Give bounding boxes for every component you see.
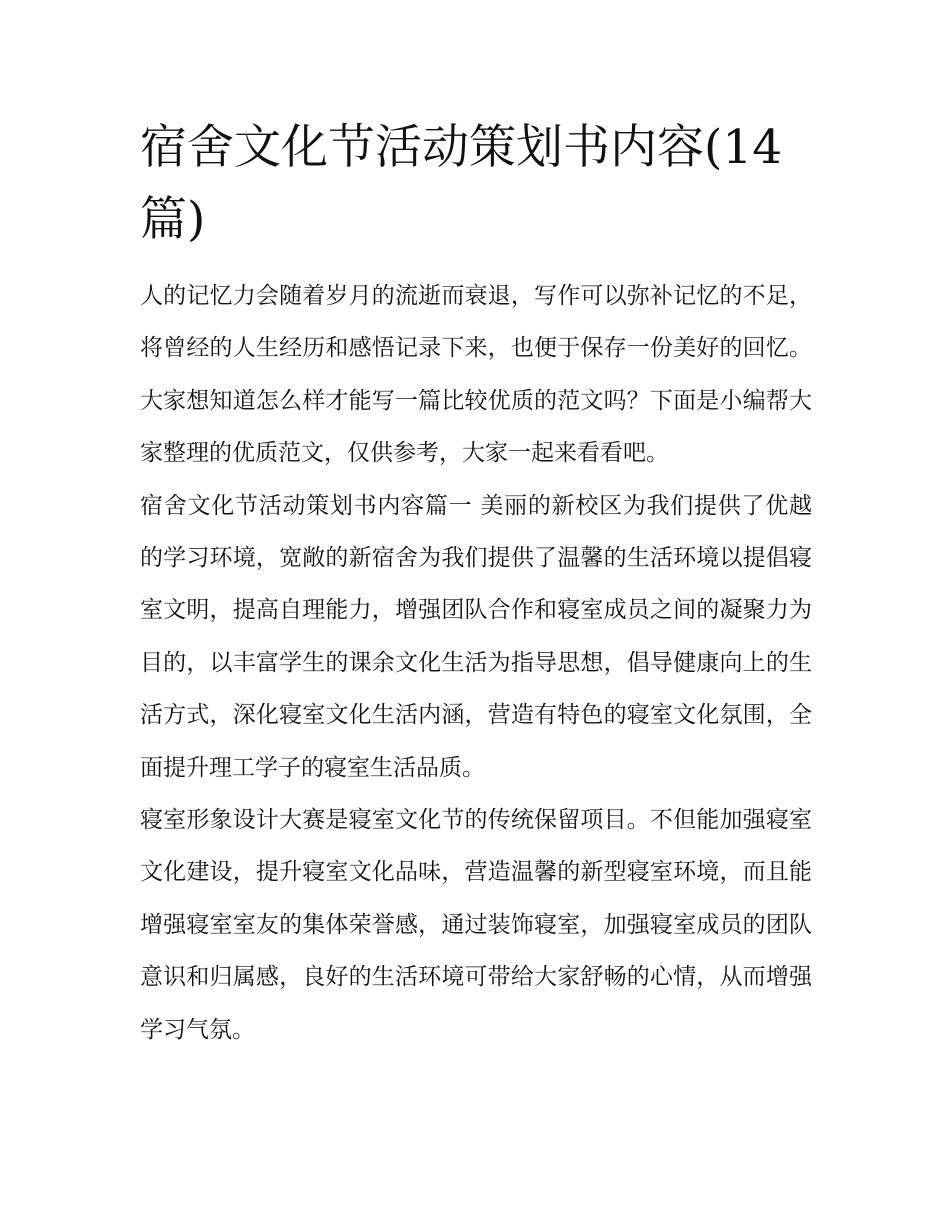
paragraph-section-one: 宿舍文化节活动策划书内容篇一 美丽的新校区为我们提供了优越的学习环境，宽敞的新宿舍为我们提供了温馨的生活环境以提倡寝室文明，提高自理能力，增强团队合作和寝室成员之间的凝聚力为目的，以丰富学生的课余文化生活为指导思想，倡导健康向上的生活方式，深化寝室文化生活内涵，营造有特色的寝室文化氛围，全面提升理工学子的寝室生活品质。: [140, 492, 812, 781]
document-title: 宿舍文化节活动策划书内容(14篇): [140, 120, 783, 247]
paragraph-design-contest: 寝室形象设计大赛是寝室文化节的传统保留项目。不但能加强寝室文化建设，提升寝室文化品味，营造温馨的新型寝室环境，而且能增强寝室室友的集体荣誉感，通过装饰寝室，加强寝室成员的团队意识和归属感，良好的生活环境可带给大家舒畅的心情，从而增强学习气氛。: [140, 807, 812, 1043]
paragraph-intro: 人的记忆力会随着岁月的流逝而衰退，写作可以弥补记忆的不足，将曾经的人生经历和感悟记录下来，也便于保存一份美好的回忆。大家想知道怎么样才能写一篇比较优质的范文吗？下面是小编帮大家整理的优质范文，仅供参考，大家一起来看看吧。: [140, 283, 812, 467]
document-page: [140, 112, 812, 1056]
